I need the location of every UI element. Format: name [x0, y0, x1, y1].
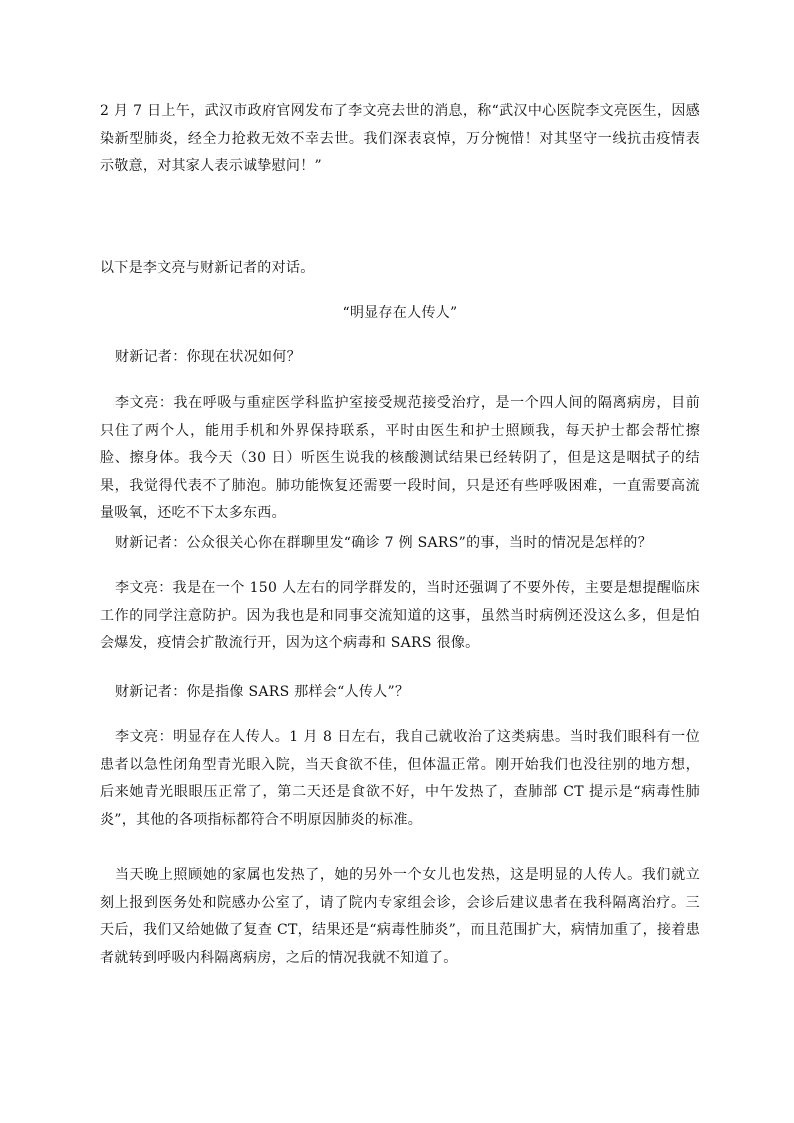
answer-continuation-paragraph: 当天晚上照顾她的家属也发热了，她的另外一个女儿也发热，这是明显的人传人。我们就立刻上报到医务处和院感办公室了，请了院内专家组会诊，会诊后建议患者在我科隔离治疗。三天后，我们又给她做了复查 CT，结果还是“病毒性肺炎”，而且范围扩大，病情加重了，接着患者就转到呼吸内科隔离病房，之后的情况我就不知道了。 [100, 867, 700, 966]
answer-paragraph: 李文亮：我在呼吸与重症医学科监护室接受规范接受治疗，是一个四人间的隔离病房，目前只住了两个人，能用手机和外界保持联系，平时由医生和护士照顾我，每天护士都会帮忙擦脸、擦身体。我今天（30 日）听医生说我的核酸测试结果已经转阴了，但是这是咽拭子的结果，我觉得代表不了肺泡。肺功能恢复还需要一段时间，只是还有些呼吸困难，一直需要高流量吸氧，还吃不下太多东西。 [100, 395, 700, 521]
intro-paragraph: 2 月 7 日上午，武汉市政府官网发布了李文亮去世的消息，称“武汉中心医院李文亮医生，因感染新型肺炎，经全力抢救无效不幸去世。我们深表哀悼，万分惋惜！对其坚守一线抗击疫情表示敬意，对其家人表示诚挚慰问！” [100, 103, 700, 174]
section-heading: “明显存在人传人” [342, 305, 458, 321]
question-paragraph: 财新记者：你现在状况如何？ [115, 349, 301, 365]
question-paragraph: 财新记者：公众很关心你在群聊里发“确诊 7 例 SARS”的事，当时的情况是怎样的？ [115, 535, 653, 551]
answer-paragraph: 李文亮：我是在一个 150 人左右的同学群发的，当时还强调了不要外传，主要是想提醒临床工作的同学注意防护。因为我也是和同事交流知道的这事，虽然当时病例还没这么多，但是怕会爆发，疫情会扩散流行开，因为这个病毒和 SARS 很像。 [100, 580, 700, 651]
question-paragraph: 财新记者：你是指像 SARS 那样会“人传人”？ [115, 684, 410, 700]
lead-in-paragraph: 以下是李文亮与财新记者的对话。 [100, 260, 315, 276]
answer-paragraph: 李文亮：明显存在人传人。1 月 8 日左右，我自己就收治了这类病患。当时我们眼科有一位患者以急性闭角型青光眼入院，当天食欲不佳，但体温正常。刚开始我们也没往别的地方想，后来她青光眼眼压正常了，第二天还是食欲不好，中午发热了，查肺部 CT 提示是“病毒性肺炎”，其他的各项指标都符合不明原因肺炎的标准。 [100, 729, 700, 828]
